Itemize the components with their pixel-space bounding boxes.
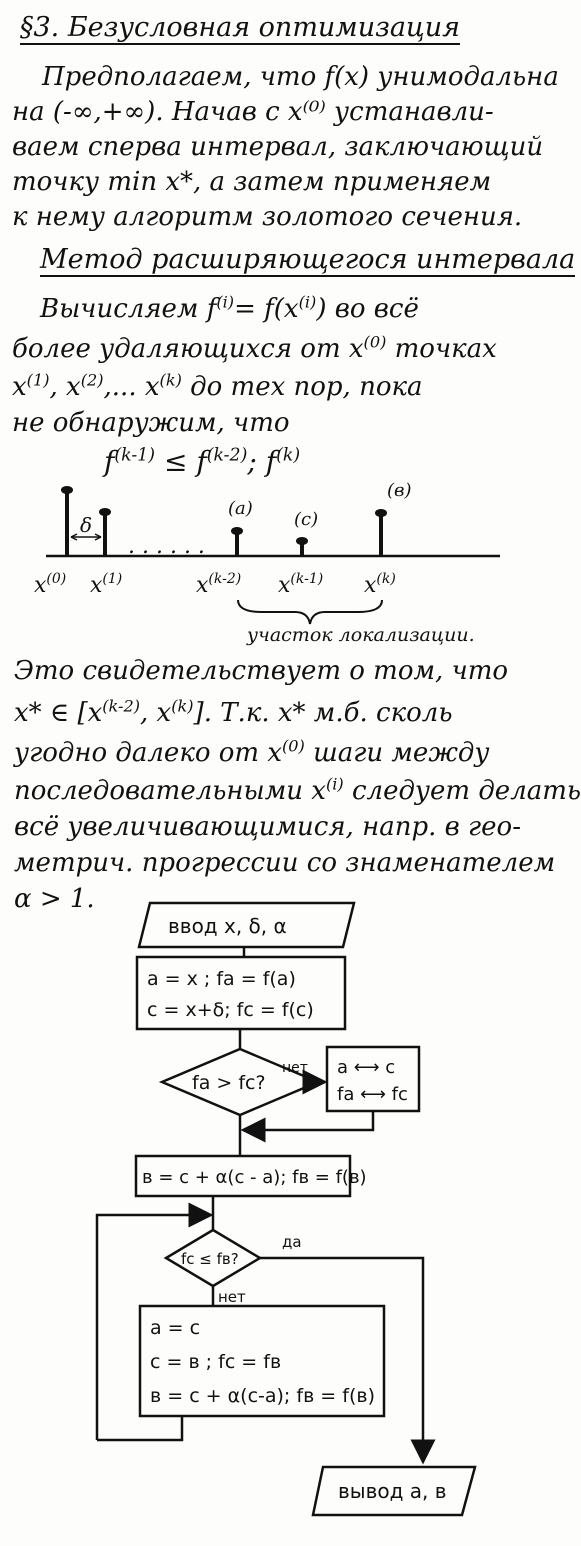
yes-label: да [282,1233,302,1251]
ellipsis: . . . . . . [128,534,205,559]
label-x0: $x^{(0)}$ [34,571,67,598]
input-label: ввод x, δ, α [168,914,287,938]
intro-line: Предполагаем, что f(x) унимодальна [42,62,559,92]
label-x1: $x^{(1)}$ [90,571,123,598]
conclusion-line: последовательными $x^{(i)}$ следует делать [14,774,581,806]
loop-line-2: c = в ; fc = fв [150,1351,282,1373]
label-xk1: $x^{(k-1)}$ [278,571,324,598]
sample-head [231,527,243,535]
localization-label: участок локализации. [247,624,475,646]
step-b-label: в = c + α(c - a); fв = f(в) [142,1167,367,1188]
conclusion-line: x* ∈ [$x^{(k-2)}$, $x^{(k)}$]. Т.к. x* м.б. сколь [14,696,453,728]
termination-condition: $f^{(k-1)} \le f^{(k-2)}$; $f^{(k)}$ [104,445,301,478]
method-line: $x^{(1)}$, $x^{(2)}$,... $x^{(k)}$ до тех пор, пока [12,370,423,402]
method-subheading: Метод расширяющегося интервала [40,244,576,275]
delta-label: δ [80,513,93,537]
flowchart [0,895,550,1535]
conclusion-line: α > 1. [14,884,95,914]
intro-line: точку min x*, а затем применяем [12,167,492,197]
decision-1-label: fa > fc? [192,1072,266,1094]
interval-sketch [0,470,550,650]
sample-head [61,486,73,494]
sample-head [296,537,308,545]
method-line: не обнаружим, что [12,408,290,438]
label-xk: $x^{(k)}$ [364,571,396,598]
localization-brace [238,600,382,624]
swap-line-1: a ⟷ c [337,1057,396,1078]
decision-2-label: fc ≤ fв? [181,1250,239,1268]
tag-b: (в) [387,480,412,501]
conclusion-line: всё увеличивающимися, напр. в гео- [14,812,521,842]
init-line-2: c = x+δ; fc = f(c) [147,999,314,1021]
intro-line: к нему алгоритм золотого сечения. [12,202,523,232]
section-heading: §3. Безусловная оптимизация [20,12,461,43]
init-line-1: a = x ; fa = f(a) [147,968,296,990]
sample-head [99,508,111,516]
loop-line-3: в = c + α(c-a); fв = f(в) [150,1385,375,1407]
sample-head [375,509,387,517]
no-label-2: нет [218,1288,246,1306]
swap-line-2: fa ⟷ fc [337,1084,408,1105]
method-line: Вычисляем $f^{(i)}= f(x^{(i)})$ во всё [40,292,419,324]
output-label: вывод a, в [338,1479,447,1503]
method-line: более удаляющихся от $x^{(0)}$ точках [12,332,497,364]
tag-c: (c) [294,509,319,530]
label-xk2: $x^{(k-2)}$ [196,571,242,598]
tag-a: (a) [228,498,253,519]
no-label-1: нет [282,1060,308,1076]
intro-line: на (-∞,+∞). Начав с x⁽⁰⁾ устанавли- [12,97,494,127]
intro-line: ваем сперва интервал, заключающий [12,132,544,162]
conclusion-line: Это свидетельствует о том, что [14,656,509,686]
loop-line-1: a = c [150,1317,201,1339]
conclusion-line: угодно далеко от $x^{(0)}$ шаги между [14,736,490,768]
conclusion-line: метрич. прогрессии со знаменателем [14,848,556,878]
